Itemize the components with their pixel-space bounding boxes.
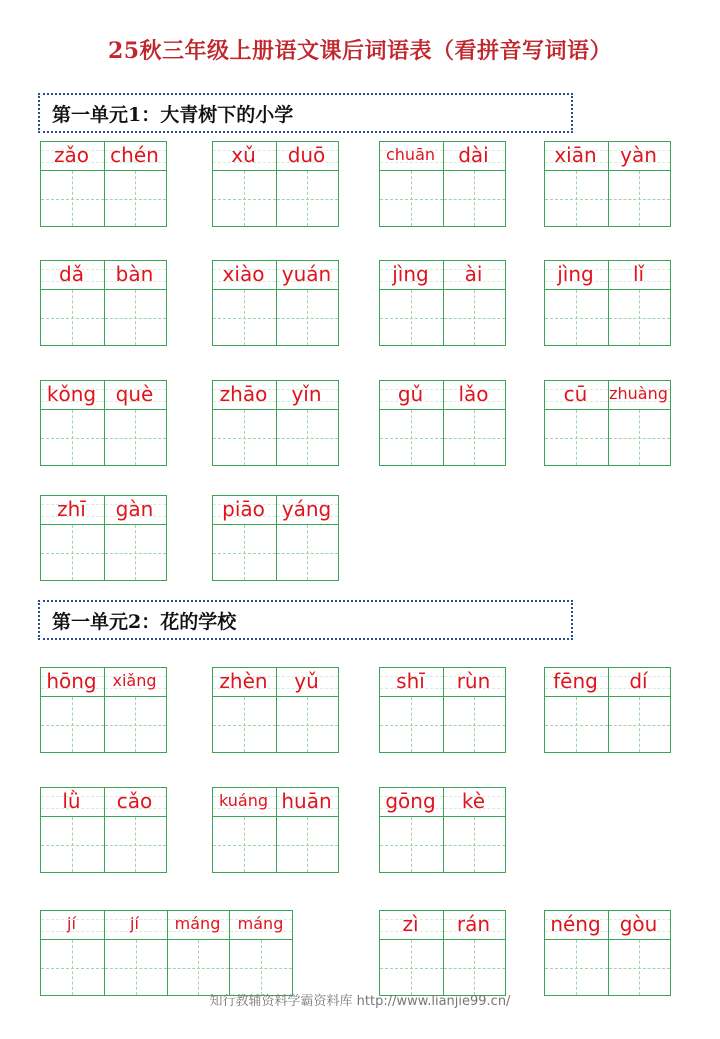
writing-cell[interactable] — [213, 817, 276, 872]
pinyin-syllable: lǐ — [632, 262, 645, 286]
writing-grid — [212, 289, 339, 346]
writing-grid — [544, 409, 671, 466]
word-item — [40, 260, 167, 346]
writing-grid — [212, 409, 339, 466]
writing-grid — [212, 170, 339, 227]
pinyin-syllable: shī — [396, 669, 425, 693]
writing-cell[interactable] — [104, 290, 167, 345]
word-item — [40, 910, 293, 996]
footer-watermark: 知行教辅资料学霸资料库 http://www.lianjie99.cn/ — [209, 994, 511, 1009]
writing-cell[interactable] — [380, 171, 443, 226]
writing-cell[interactable] — [276, 525, 339, 580]
pinyin-syllable: lǎo — [458, 382, 489, 406]
pinyin-syllable: zì — [402, 912, 419, 936]
writing-grid — [212, 696, 339, 753]
writing-grid — [40, 816, 167, 873]
writing-grid — [379, 289, 506, 346]
writing-grid — [379, 696, 506, 753]
word-item — [40, 380, 167, 466]
writing-cell[interactable] — [276, 817, 339, 872]
pinyin-syllable: kuáng — [218, 791, 268, 810]
word-item — [212, 495, 339, 581]
pinyin-syllable: bàn — [115, 262, 154, 286]
pinyin-syllable: jìng — [392, 262, 429, 286]
writing-cell[interactable] — [104, 940, 167, 995]
word-item — [544, 667, 671, 753]
writing-cell[interactable] — [545, 290, 608, 345]
pinyin-syllable: kǒng — [46, 382, 97, 406]
writing-cell[interactable] — [276, 697, 339, 752]
pinyin-syllable: gōng — [385, 789, 436, 813]
word-item — [379, 910, 506, 996]
writing-grid — [40, 696, 167, 753]
writing-cell[interactable] — [608, 697, 671, 752]
pinyin-syllable: xiǎng — [112, 671, 157, 690]
pinyin-syllable: zhèn — [219, 669, 268, 693]
writing-grid — [544, 696, 671, 753]
word-item — [379, 667, 506, 753]
writing-grid — [379, 170, 506, 227]
word-item — [544, 910, 671, 996]
writing-grid — [379, 816, 506, 873]
writing-cell[interactable] — [443, 171, 506, 226]
pinyin-syllable: jí — [130, 914, 139, 933]
writing-cell[interactable] — [104, 817, 167, 872]
writing-grid — [379, 939, 506, 996]
pinyin-syllable: cū — [563, 382, 588, 406]
writing-cell[interactable] — [545, 940, 608, 995]
writing-cell[interactable] — [545, 410, 608, 465]
pinyin-syllable: jí — [67, 914, 76, 933]
writing-cell[interactable] — [443, 410, 506, 465]
writing-cell[interactable] — [545, 697, 608, 752]
unit-heading-1 — [38, 93, 573, 133]
word-item — [379, 260, 506, 346]
writing-cell[interactable] — [380, 410, 443, 465]
pinyin-syllable: zhāo — [219, 382, 268, 406]
word-item — [212, 667, 339, 753]
word-item — [544, 260, 671, 346]
pinyin-syllable: piāo — [222, 497, 265, 521]
word-item — [212, 260, 339, 346]
pinyin-syllable: gǔ — [397, 382, 424, 406]
word-item — [379, 141, 506, 227]
writing-cell[interactable] — [608, 940, 671, 995]
pinyin-syllable: lǜ — [62, 789, 81, 813]
writing-cell[interactable] — [443, 697, 506, 752]
pinyin-syllable: jìng — [557, 262, 594, 286]
writing-grid — [40, 289, 167, 346]
word-item — [212, 787, 339, 873]
pinyin-syllable: zhuàng — [609, 384, 668, 403]
writing-cell[interactable] — [104, 410, 167, 465]
pinyin-syllable: huān — [281, 789, 332, 813]
pinyin-syllable: hōng — [46, 669, 97, 693]
pinyin-syllable: xiān — [554, 143, 597, 167]
writing-cell[interactable] — [41, 290, 104, 345]
pinyin-syllable: máng — [237, 914, 284, 933]
pinyin-syllable: cǎo — [116, 789, 153, 813]
writing-cell[interactable] — [104, 525, 167, 580]
writing-cell[interactable] — [608, 410, 671, 465]
writing-cell[interactable] — [41, 817, 104, 872]
writing-cell[interactable] — [213, 290, 276, 345]
pinyin-syllable: zhī — [57, 497, 86, 521]
writing-cell[interactable] — [545, 171, 608, 226]
pinyin-syllable: gàn — [115, 497, 154, 521]
writing-grid — [40, 524, 167, 581]
word-item — [544, 380, 671, 466]
writing-grid — [212, 524, 339, 581]
writing-cell[interactable] — [41, 171, 104, 226]
writing-cell[interactable] — [213, 171, 276, 226]
word-item — [212, 141, 339, 227]
pinyin-syllable: gòu — [619, 912, 658, 936]
writing-cell[interactable] — [443, 290, 506, 345]
pinyin-syllable: rùn — [456, 669, 491, 693]
unit-heading-2 — [38, 600, 573, 640]
pinyin-syllable: dí — [629, 669, 648, 693]
pinyin-syllable: fēng — [553, 669, 598, 693]
word-item — [40, 667, 167, 753]
writing-cell[interactable] — [276, 171, 339, 226]
writing-cell[interactable] — [608, 171, 671, 226]
writing-cell[interactable] — [380, 940, 443, 995]
word-item — [212, 380, 339, 466]
word-item — [40, 495, 167, 581]
pinyin-syllable: què — [115, 382, 154, 406]
writing-cell[interactable] — [443, 817, 506, 872]
writing-cell[interactable] — [41, 697, 104, 752]
pinyin-syllable: yáng — [281, 497, 332, 521]
unit-heading-text: 第一单元2：花的学校 — [52, 610, 237, 633]
writing-grid — [40, 409, 167, 466]
pinyin-syllable: yǐn — [291, 382, 322, 406]
writing-cell[interactable] — [276, 290, 339, 345]
writing-cell[interactable] — [104, 697, 167, 752]
pinyin-syllable: rán — [456, 912, 491, 936]
word-item — [40, 141, 167, 227]
pinyin-syllable: zǎo — [54, 143, 89, 167]
writing-cell[interactable] — [213, 410, 276, 465]
pinyin-syllable: yàn — [620, 143, 657, 167]
pinyin-syllable: kè — [461, 789, 486, 813]
pinyin-syllable: dǎ — [59, 262, 84, 286]
writing-grid — [544, 289, 671, 346]
word-item — [379, 380, 506, 466]
writing-cell[interactable] — [380, 817, 443, 872]
writing-cell[interactable] — [380, 697, 443, 752]
writing-cell[interactable] — [167, 940, 230, 995]
writing-grid — [40, 939, 293, 996]
writing-grid — [40, 170, 167, 227]
writing-cell[interactable] — [276, 410, 339, 465]
writing-cell[interactable] — [608, 290, 671, 345]
writing-cell[interactable] — [104, 171, 167, 226]
writing-cell[interactable] — [41, 525, 104, 580]
writing-cell[interactable] — [229, 940, 292, 995]
writing-cell[interactable] — [380, 290, 443, 345]
word-item — [40, 787, 167, 873]
writing-grid — [544, 939, 671, 996]
writing-grid — [379, 409, 506, 466]
pinyin-syllable: chuān — [385, 145, 436, 164]
writing-grid — [544, 170, 671, 227]
pinyin-syllable: xǔ — [231, 143, 256, 167]
pinyin-syllable: duō — [287, 143, 326, 167]
pinyin-syllable: máng — [174, 914, 221, 933]
writing-cell[interactable] — [41, 940, 104, 995]
pinyin-syllable: yǔ — [294, 669, 319, 693]
pinyin-syllable: dài — [458, 143, 489, 167]
writing-cell[interactable] — [443, 940, 506, 995]
pinyin-syllable: xiào — [222, 262, 265, 286]
word-item — [544, 141, 671, 227]
pinyin-syllable: néng — [550, 912, 601, 936]
writing-cell[interactable] — [41, 410, 104, 465]
pinyin-syllable: ài — [464, 262, 483, 286]
page-title: 25秋三年级上册语文课后词语表（看拼音写词语） — [107, 38, 613, 64]
pinyin-syllable: chén — [110, 143, 159, 167]
word-item — [379, 787, 506, 873]
writing-cell[interactable] — [213, 525, 276, 580]
pinyin-syllable: yuán — [281, 262, 332, 286]
writing-grid — [212, 816, 339, 873]
unit-heading-text: 第一单元1：大青树下的小学 — [52, 103, 294, 126]
writing-cell[interactable] — [213, 697, 276, 752]
